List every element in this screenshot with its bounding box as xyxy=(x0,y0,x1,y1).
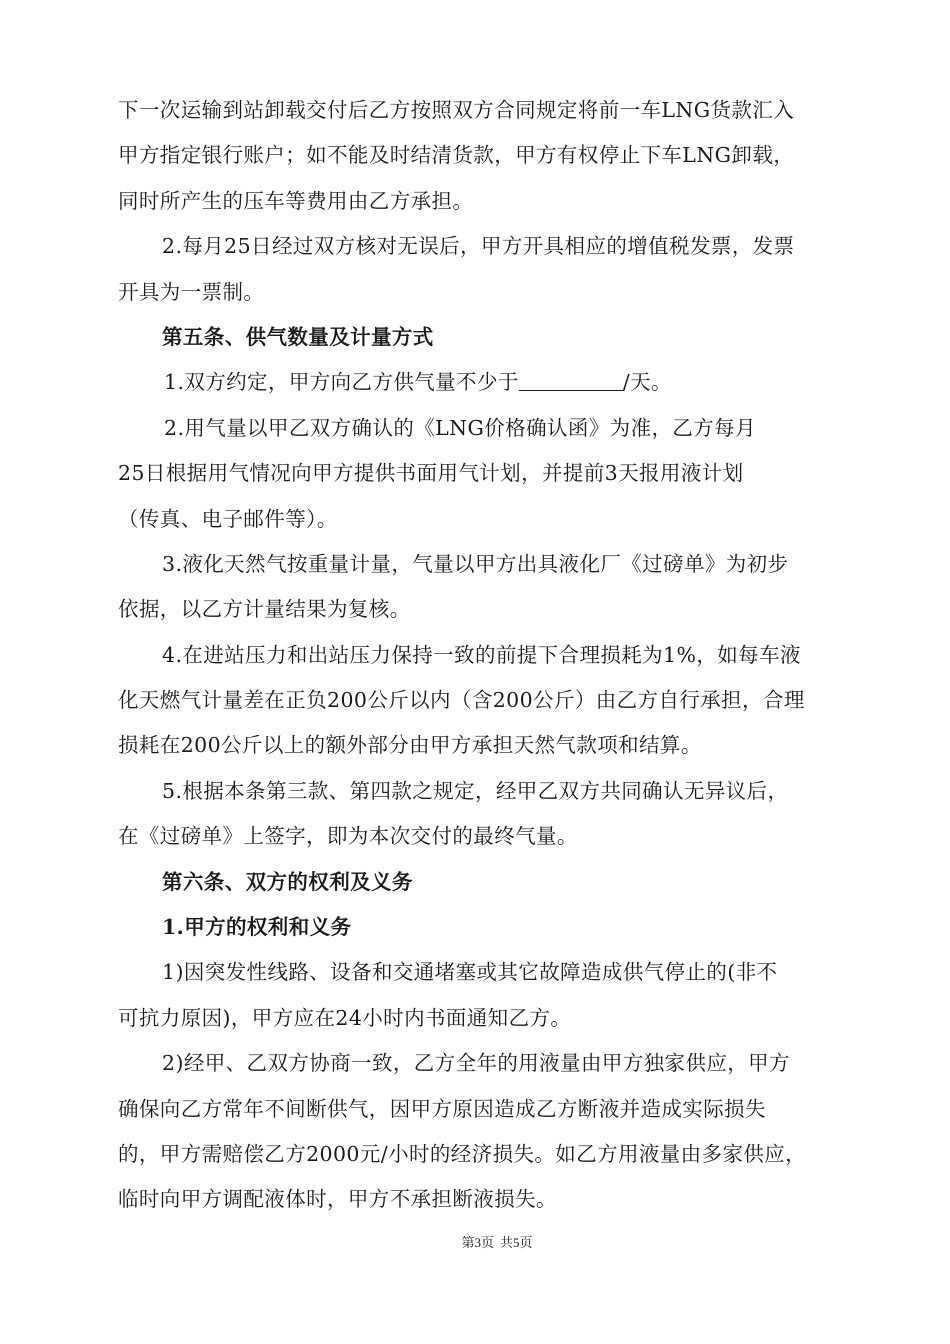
document-body xyxy=(118,88,830,1223)
paragraph-line: 损耗在200公斤以上的额外部分由甲方承担天然气款项和结算。 xyxy=(118,733,702,758)
blank-fill-line xyxy=(519,363,623,391)
paragraph-line xyxy=(118,360,830,405)
paragraph-line: 甲方指定银行账户；如不能及时结清货款，甲方有权停止下车LNG卸载， xyxy=(118,143,795,168)
paragraph-line: 依据，以乙方计量结果为复核。 xyxy=(118,597,411,622)
paragraph-line: 在《过磅单》上签字，即为本次交付的最终气量。 xyxy=(118,824,578,849)
page-footer xyxy=(0,1232,950,1251)
page-number: 第3页 xyxy=(461,1235,494,1250)
paragraph-line: 5.根据本条第三款、第四款之规定，经甲乙双方共同确认无异议后， xyxy=(162,778,789,803)
paragraph-line: 可抗力原因)，甲方应在24小时内书面通知乙方。 xyxy=(118,1005,572,1030)
paragraph-line: 开具为一票制。 xyxy=(118,279,265,304)
section-heading-article-5: 第五条、供气数量及计量方式 xyxy=(162,324,434,349)
supply-quantity-text: 1.双方约定，甲方向乙方供气量不少于 xyxy=(164,370,519,395)
paragraph-line: 25日根据用气情况向甲方提供书面用气计划，并提前3天报用液计划 xyxy=(118,461,744,486)
page-total: 共5页 xyxy=(500,1235,533,1250)
paragraph-line: 临时向甲方调配液体时，甲方不承担断液损失。 xyxy=(118,1187,557,1212)
section-heading-article-6: 第六条、双方的权利及义务 xyxy=(162,869,413,894)
paragraph-line: 同时所产生的压车等费用由乙方承担。 xyxy=(118,188,474,213)
paragraph-line: 1)因突发性线路、设备和交通堵塞或其它故障造成供气停止的(非不 xyxy=(162,960,778,985)
paragraph-line: 下一次运输到站卸载交付后乙方按照双方合同规定将前一车LNG货款汇入 xyxy=(118,98,795,122)
paragraph-line: 3.液化天然气按重量计量，气量以甲方出具液化厂《过磅单》为初步 xyxy=(162,551,789,576)
paragraph-line: 2.用气量以甲乙双方确认的《LNG价格确认函》为准，乙方每月 xyxy=(164,415,756,440)
paragraph-line: 2)经甲、乙双方协商一致，乙方全年的用液量由甲方独家供应，甲方 xyxy=(162,1051,790,1076)
paragraph-line: 2.每月25日经过双方核对无误后，甲方开具相应的增值税发票，发票 xyxy=(162,234,795,259)
per-day-text: /天。 xyxy=(622,370,672,395)
paragraph-line: （传真、电子邮件等）。 xyxy=(118,506,338,531)
paragraph-line: 确保向乙方常年不间断供气，因甲方原因造成乙方断液并造成实际损失 xyxy=(118,1096,766,1121)
paragraph-line: 4.在进站压力和出站压力保持一致的前提下合理损耗为1%，如每车液 xyxy=(162,642,801,667)
subsection-heading: 1.甲方的权利和义务 xyxy=(162,915,352,940)
paragraph-line: 的，甲方需赔偿乙方2000元/小时的经济损失。如乙方用液量由多家供应， xyxy=(118,1141,807,1166)
paragraph-line: 化天燃气计量差在正负200公斤以内（含200公斤）由乙方自行承担，合理 xyxy=(118,688,805,713)
